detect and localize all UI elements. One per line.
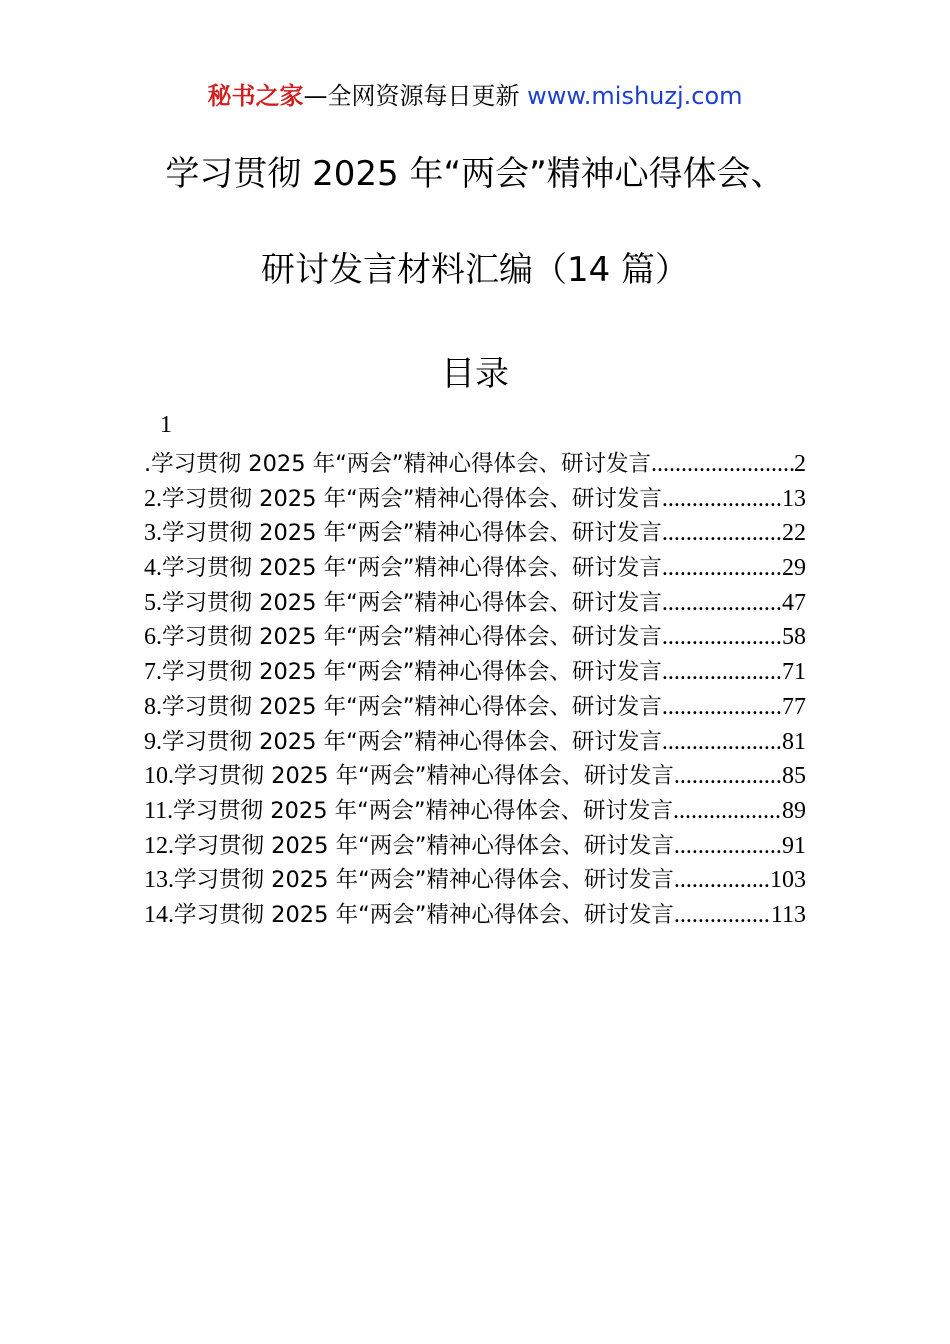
toc-item[interactable] [144, 446, 806, 481]
toc-item-page-number: 77 [782, 693, 806, 720]
toc-item-page-number: 85 [782, 763, 806, 790]
document-title-line-2: 研讨发言材料汇编（14 篇） [260, 250, 690, 290]
toc-stray-number: 1 [160, 412, 172, 438]
toc-item[interactable] [144, 724, 806, 759]
toc-item-title: 学习贯彻 2025 年“两会”精神心得体会、研讨发言 [174, 763, 674, 790]
toc-item-number: 8. [144, 693, 162, 720]
toc-item-number: 10. [144, 763, 174, 790]
toc-dot-leader [674, 763, 782, 790]
toc-dot-leader [662, 624, 782, 651]
toc-dot-leader [662, 520, 782, 547]
toc-item-page-number: 113 [770, 901, 806, 928]
toc-item-title: .学习贯彻 2025 年“两会”精神心得体会、研讨发言 [144, 451, 652, 477]
table-of-contents [144, 446, 806, 932]
toc-item-title: 学习贯彻 2025 年“两会”精神心得体会、研讨发言 [162, 659, 662, 686]
toc-item-title: 学习贯彻 2025 年“两会”精神心得体会、研讨发言 [162, 624, 662, 651]
toc-dot-leader [662, 555, 782, 582]
toc-item-page-number: 22 [782, 520, 806, 547]
toc-dot-leader [651, 451, 794, 478]
toc-item[interactable] [144, 481, 806, 516]
toc-item[interactable] [144, 689, 806, 724]
toc-item-title: 学习贯彻 2025 年“两会”精神心得体会、研讨发言 [162, 520, 662, 547]
toc-item-number: 14. [144, 901, 174, 928]
toc-item-number: 6. [144, 624, 162, 651]
toc-item-page-number: 89 [782, 797, 806, 824]
site-tagline: —全网资源每日更新 [303, 82, 528, 110]
toc-item-title: 学习贯彻 2025 年“两会”精神心得体会、研讨发言 [173, 797, 673, 824]
toc-item-page-number: 47 [782, 589, 806, 616]
toc-dot-leader [662, 486, 782, 513]
toc-dot-leader [674, 833, 782, 860]
toc-item-page-number: 103 [770, 867, 806, 894]
toc-item-number: 11. [144, 797, 174, 824]
toc-item-number: 4. [144, 555, 162, 582]
site-url-link[interactable]: www.mishuzj.com [527, 82, 743, 110]
toc-item-title: 学习贯彻 2025 年“两会”精神心得体会、研讨发言 [162, 485, 662, 512]
toc-item-title: 学习贯彻 2025 年“两会”精神心得体会、研讨发言 [162, 693, 662, 720]
toc-dot-leader [662, 659, 782, 686]
site-header [0, 80, 950, 112]
toc-item[interactable] [144, 862, 806, 897]
toc-item-page-number: 91 [782, 832, 806, 859]
toc-item[interactable] [144, 897, 806, 932]
toc-item-page-number: 58 [782, 624, 806, 651]
toc-dot-leader [662, 729, 782, 756]
toc-item[interactable] [144, 654, 806, 689]
toc-item-page-number: 29 [782, 555, 806, 582]
toc-item-number: 3. [144, 520, 162, 547]
toc-dot-leader [674, 867, 770, 894]
toc-dot-leader [673, 798, 782, 825]
site-brand: 秘书之家 [207, 82, 304, 110]
toc-item-page-number: 81 [782, 728, 806, 755]
toc-item-number: 12. [144, 832, 174, 859]
toc-item-number: 2. [144, 485, 162, 512]
toc-item[interactable] [144, 828, 806, 863]
document-title-line-1: 学习贯彻 2025 年“两会”精神心得体会、 [165, 154, 785, 194]
toc-dot-leader [662, 694, 782, 721]
toc-heading: 目录 [441, 354, 509, 394]
toc-item-title: 学习贯彻 2025 年“两会”精神心得体会、研讨发言 [162, 728, 662, 755]
toc-item[interactable] [144, 550, 806, 585]
toc-item-title: 学习贯彻 2025 年“两会”精神心得体会、研讨发言 [162, 589, 662, 616]
toc-item[interactable] [144, 619, 806, 654]
toc-dot-leader [674, 902, 771, 929]
toc-item-number: 5. [144, 589, 162, 616]
toc-item-title: 学习贯彻 2025 年“两会”精神心得体会、研讨发言 [174, 867, 674, 894]
toc-item-page-number: 13 [782, 485, 806, 512]
toc-dot-leader [662, 590, 782, 617]
toc-item-title: 学习贯彻 2025 年“两会”精神心得体会、研讨发言 [174, 901, 674, 928]
toc-item[interactable] [144, 515, 806, 550]
toc-item-page-number: 71 [782, 659, 806, 686]
toc-item-title: 学习贯彻 2025 年“两会”精神心得体会、研讨发言 [162, 555, 662, 582]
toc-item-number: 13. [144, 867, 174, 894]
toc-item-title: 学习贯彻 2025 年“两会”精神心得体会、研讨发言 [174, 832, 674, 859]
toc-item-page-number: 2 [794, 451, 806, 477]
toc-item-number: 9. [144, 728, 162, 755]
toc-item[interactable] [144, 585, 806, 620]
toc-item[interactable] [144, 793, 806, 828]
toc-item[interactable] [144, 758, 806, 793]
toc-item-number: 7. [144, 659, 162, 686]
